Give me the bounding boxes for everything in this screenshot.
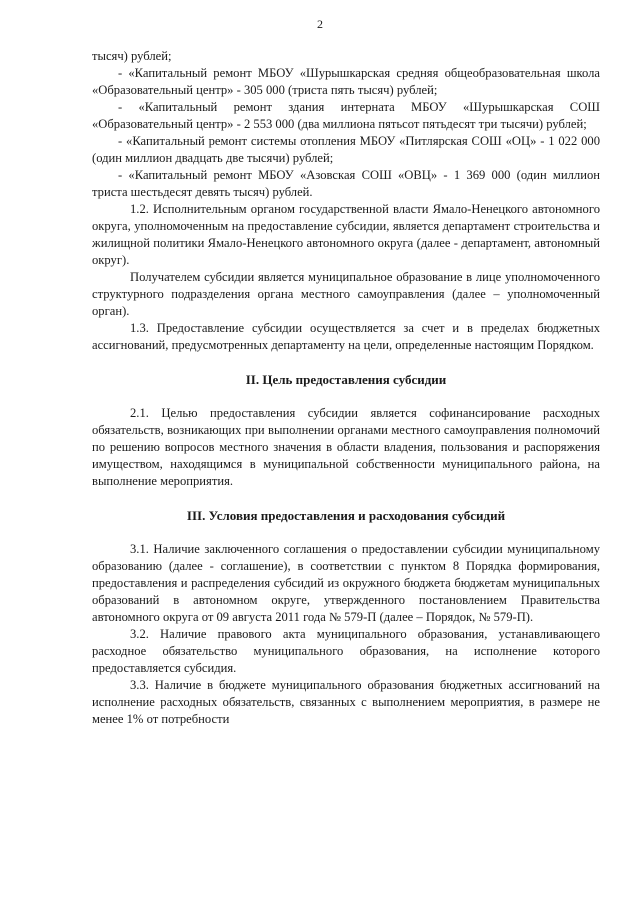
section-2-heading: II. Цель предоставления субсидии — [245, 372, 447, 387]
paragraph-3-3: 3.3. Наличие в бюджете муниципального образования бюджетных ассигнований на исполнение расходных обязательств, связанных с выполнением мероприятия, в размере не менее 1% от потребности — [92, 678, 600, 726]
paragraph-3-2: 3.2. Наличие правового акта муниципального образования, устанавливающего расходное обязательство муниципального образования, на исполнение которого предоставляется субсидия. — [92, 627, 600, 675]
page-number: 2 — [317, 17, 323, 31]
paragraph-continuation: тысяч) рублей; — [92, 49, 172, 63]
list-item-repair-2: - «Капитальный ремонт здания интерната МБОУ «Шурышкарская СОШ «Образовательный центр» - 2 553 000 (два миллиона пятьсот пятьдесят три тысячи) рублей; — [92, 100, 600, 131]
list-item-repair-1: - «Капитальный ремонт МБОУ «Шурышкарская средняя общеобразовательная школа «Образовательный центр» - 305 000 (триста пять тысяч) рублей; — [92, 66, 600, 97]
list-item-repair-4: - «Капитальный ремонт МБОУ «Азовская СОШ «ОВЦ» - 1 369 000 (один миллион триста шестьдесят девять тысяч) рублей. — [92, 168, 600, 199]
paragraph-recipient: Получателем субсидии является муниципальное образование в лице уполномоченного структурного подразделения органа местного самоуправления (далее – уполномоченный орган). — [92, 270, 600, 318]
section-3-heading: III. Условия предоставления и расходования субсидий — [186, 508, 506, 523]
paragraph-1-3: 1.3. Предоставление субсидии осуществляется за счет и в пределах бюджетных ассигнований, предусмотренных департаменту на цели, определенные настоящим Порядком. — [92, 321, 600, 352]
document-body — [92, 48, 600, 728]
paragraph-3-1: 3.1. Наличие заключенного соглашения о предоставлении субсидии муниципальному образованию (далее - соглашение), в соответствии с пунктом 8 Порядка формирования, предоставления и распределения субсидий из окружного бюджета бюджетам муниципальных образований в автономном округе, утвержденного постановлением Правительства автономного округа от 09 августа 2011 года № 579-П (далее – Порядок, № 579-П). — [92, 542, 600, 624]
paragraph-1-2: 1.2. Исполнительным органом государственной власти Ямало-Ненецкого автономного округа, уполномоченным на предоставление субсидии, является департамент строительства и жилищной политики Ямало-Ненецкого автономного округа (далее - департамент, автономный округ). — [92, 202, 600, 267]
paragraph-2-1: 2.1. Целью предоставления субсидии является софинансирование расходных обязательств, возникающих при выполнении органами местного самоуправления полномочий по решению вопросов местного значения в области владения, пользования и распоряжения имуществом, находящимся в муниципальной собственности муниципального района, на выполнение мероприятия. — [92, 406, 600, 488]
list-item-repair-3: - «Капитальный ремонт системы отопления МБОУ «Питлярская СОШ «ОЦ» - 1 022 000 (один миллион двадцать две тысячи) рублей; — [92, 134, 600, 165]
